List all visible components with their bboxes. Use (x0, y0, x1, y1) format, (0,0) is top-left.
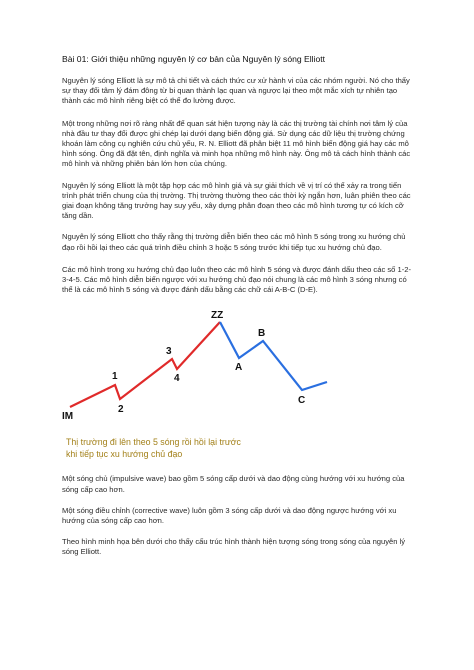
elliott-wave-figure (62, 309, 414, 425)
caption-line-2: khi tiếp tục xu hướng chủ đạo (66, 448, 183, 459)
paragraph-4: Nguyên lý sóng Elliott cho thấy rằng thị trường diễn biến theo các mô hình 5 sóng trong xu hướng chủ đạo rồi hồi lại theo các quá trình điều chỉnh 3 hoặc 5 sóng trước khi tiếp tục xu hướng chủ đạo. (62, 232, 406, 252)
after-figure-text (62, 474, 414, 557)
figure-caption (66, 437, 414, 460)
impulse-wave-line (70, 322, 220, 407)
label-wave-3: 3 (166, 346, 172, 358)
label-start: IM (62, 411, 74, 423)
paragraph-3: Nguyên lý sóng Elliott là một tập hợp các mô hình giá và sự giải thích về vị trí có thể xảy ra trong tiến trình phát triển chung của thị trường. Thị trường thường theo các thời kỳ ngắn hơn, luân phiên theo các giai đoạn không tăng trưởng hay suy yếu, xây dựng phân đoạn theo các mô hình tương tự có kích cỡ tăng dần. (62, 180, 411, 221)
paragraph-8: Theo hình minh họa bên dưới cho thấy cấu trúc hình thành hiện tượng sóng trong sóng của nguyên lý sóng Elliott. (62, 537, 406, 557)
paragraph-6: Một sóng chủ (impulsive wave) bao gồm 5 sóng cấp dưới và dao động cùng hướng với xu hướng của sóng cấp cao hơn. (62, 474, 405, 494)
wave-diagram (62, 309, 414, 425)
label-c: C (298, 395, 306, 407)
label-top: ZZ (211, 310, 224, 322)
label-wave-4: 4 (174, 373, 180, 385)
corrective-wave-line (220, 322, 327, 390)
paragraph-7: Một sóng điều chỉnh (corrective wave) luôn gồm 3 sóng cấp dưới và dao động ngược hướng với xu hướng của sóng cấp cao hơn. (62, 505, 397, 526)
paragraph-5: Các mô hình trong xu hướng chủ đạo luôn theo các mô hình 5 sóng và được đánh dấu theo các số 1-2-3-4-5. Các mô hình diễn biến ngược với xu hướng chủ đạo nói chung là các mô hình 3 sóng nhưng có thể là các mô hình 5 sóng và được đánh dấu bằng các chữ cái A-B-C (D-E). (62, 264, 411, 295)
label-wave-2: 2 (118, 404, 124, 416)
document-page (62, 54, 414, 569)
paragraph-1: Nguyên lý sóng Elliott là sự mô tả chi tiết và cách thức cư xử hành vi của các nhóm người. Nó cho thấy sự thay đổi tâm lý đám đông từ bi quan thành lạc quan và ngược lại theo một mắc xích tự nhiên tạo thành các mô hình riêng biệt có thể đo lường được. (62, 76, 410, 106)
label-wave-1: 1 (112, 371, 118, 383)
page-title: Bài 01: Giới thiệu những nguyên lý cơ bản của Nguyên lý sóng Elliott (62, 54, 326, 64)
paragraph-2: Một trong những nơi rõ ràng nhất để quan sát hiện tượng này là các thị trường tài chính nơi tâm lý của nhà đầu tư thay đổi được ghi chép lại dưới dạng biến động giá. Sử dụng các dữ liệu thị trường chứng khoán làm công cụ nghiên cứu chủ yếu, R. N. Elliott đã phân biệt 11 mô hình biến động giá hay các mô hình sóng. Ông đã đặt tên, định nghĩa và minh họa những mô hình này. Ông mô tả cách hình thành các mô hình và những phiên bản lớn hơn của chúng. (62, 118, 411, 169)
label-a: A (235, 362, 243, 374)
label-b: B (258, 328, 266, 340)
caption-line-1: Thị trường đi lên theo 5 sóng rồi hồi lại trước (66, 437, 241, 448)
